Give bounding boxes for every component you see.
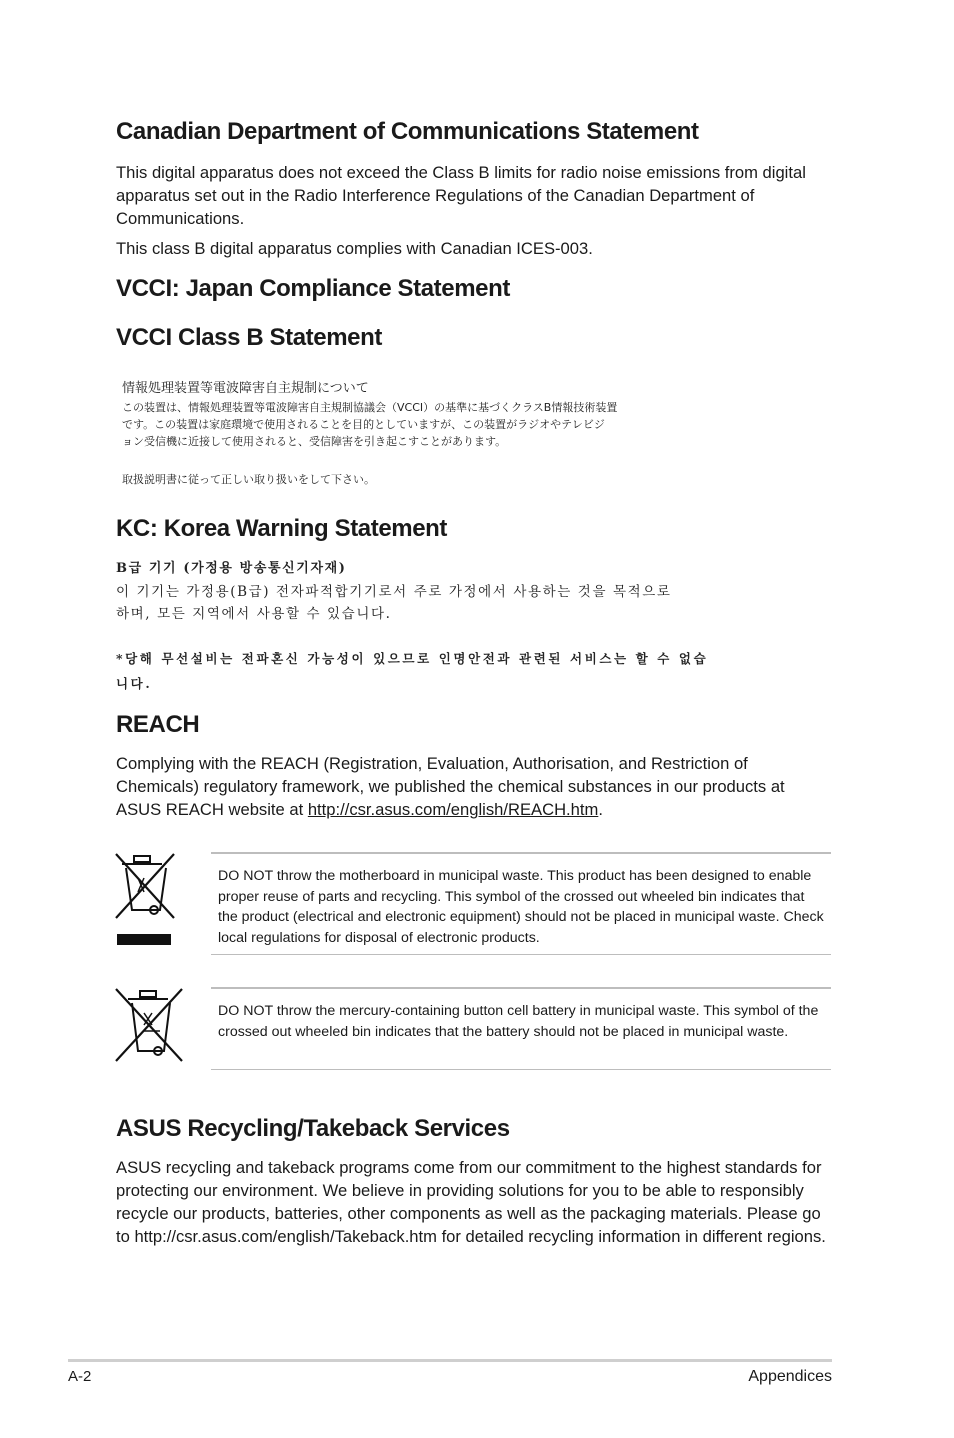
kr-line: *당해 무선설비는 전파혼신 가능성이 있으므로 인명안전과 관련된 서비스는 할 수 없습 (116, 651, 709, 666)
vcci-heading: VCCI: Japan Compliance Statement (116, 275, 510, 302)
notice-text: DO NOT throw the mercury-containing button cell battery in municipal waste. This symbol of the crossed out wheeled bin indicates that the battery should not be placed in municipal waste. (218, 1003, 819, 1040)
recycling-heading: ASUS Recycling/Takeback Services (116, 1115, 510, 1142)
vcci-class-b-heading: VCCI Class B Statement (116, 324, 382, 351)
reach-text: Complying with the REACH (Registration, Evaluation, Authorisation, and Restriction of Chemicals) regulatory framework, we published the chemical substances in our products at ASUS REACH website at (116, 754, 785, 819)
jp-line: 取扱説明書に従って正しい取り扱いをして下さい。 (122, 473, 375, 486)
jp-line: です。この装置は家庭環境で使用されることを目的としていますが、この装置がラジオやテレビジ (122, 418, 605, 431)
reach-link[interactable]: http://csr.asus.com/english/REACH.htm (307, 800, 599, 819)
recycling-paragraph: ASUS recycling and takeback programs come from our commitment to the highest standards for protecting our environment. We believe in providing solutions for you to be able to responsibly recycle our products, batteries, other components as well as the packaging materials. Please go to http://csr.asus.com/english/Takeback.htm for detailed recycling information in different regions. (116, 1158, 826, 1246)
crossed-out-wheeled-bin-icon (114, 852, 178, 953)
canadian-paragraph-1: This digital apparatus does not exceed the Class B limits for radio noise emissions from digital apparatus set out in the Radio Interference Regulations of the Canadian Department of Communications. (116, 163, 806, 228)
reach-paragraph (116, 752, 832, 821)
reach-text-end: . (598, 800, 603, 819)
notice-box-motherboard (211, 852, 831, 955)
kr-line: B급 기기 (가정용 방송통신기자재) (116, 561, 347, 576)
jp-line: この装置は、情報処理装置等電波障害自主規制協議会（VCCI）の基準に基づくクラスB情報技術装置 (122, 401, 618, 414)
kr-line: 하며, 모든 지역에서 사용할 수 있습니다. (116, 606, 392, 622)
kr-line: 니다. (116, 676, 153, 691)
crossed-out-battery-bin-icon (114, 987, 184, 1068)
footer-divider (68, 1359, 832, 1362)
notice-box-battery (211, 987, 831, 1070)
reach-heading: REACH (116, 711, 200, 738)
jp-line: ョン受信機に近接して使用されると、受信障害を引き起こすことがあります。 (122, 435, 507, 448)
canadian-paragraph-2: This class B digital apparatus complies with Canadian ICES-003. (116, 239, 593, 258)
footer-section-name: Appendices (748, 1368, 832, 1385)
kr-line: 이 기기는 가정용(B급) 전자파적합기기로서 주로 가정에서 사용하는 것을 목적으로 (116, 584, 672, 600)
jp-line: 情報処理装置等電波障害自主規制について (122, 381, 369, 396)
notice-text: DO NOT throw the motherboard in municipal waste. This product has been designed to enable proper reuse of parts and recycling. This symbol of the crossed out wheeled bin indicates that the product (electrical and electronic equipment) should not be placed in municipal waste. Check local regulations for disposal of electronic products. (218, 868, 824, 946)
kc-heading: KC: Korea Warning Statement (116, 515, 448, 542)
canadian-heading: Canadian Department of Communications Statement (116, 118, 699, 145)
page-number: A-2 (68, 1368, 92, 1385)
